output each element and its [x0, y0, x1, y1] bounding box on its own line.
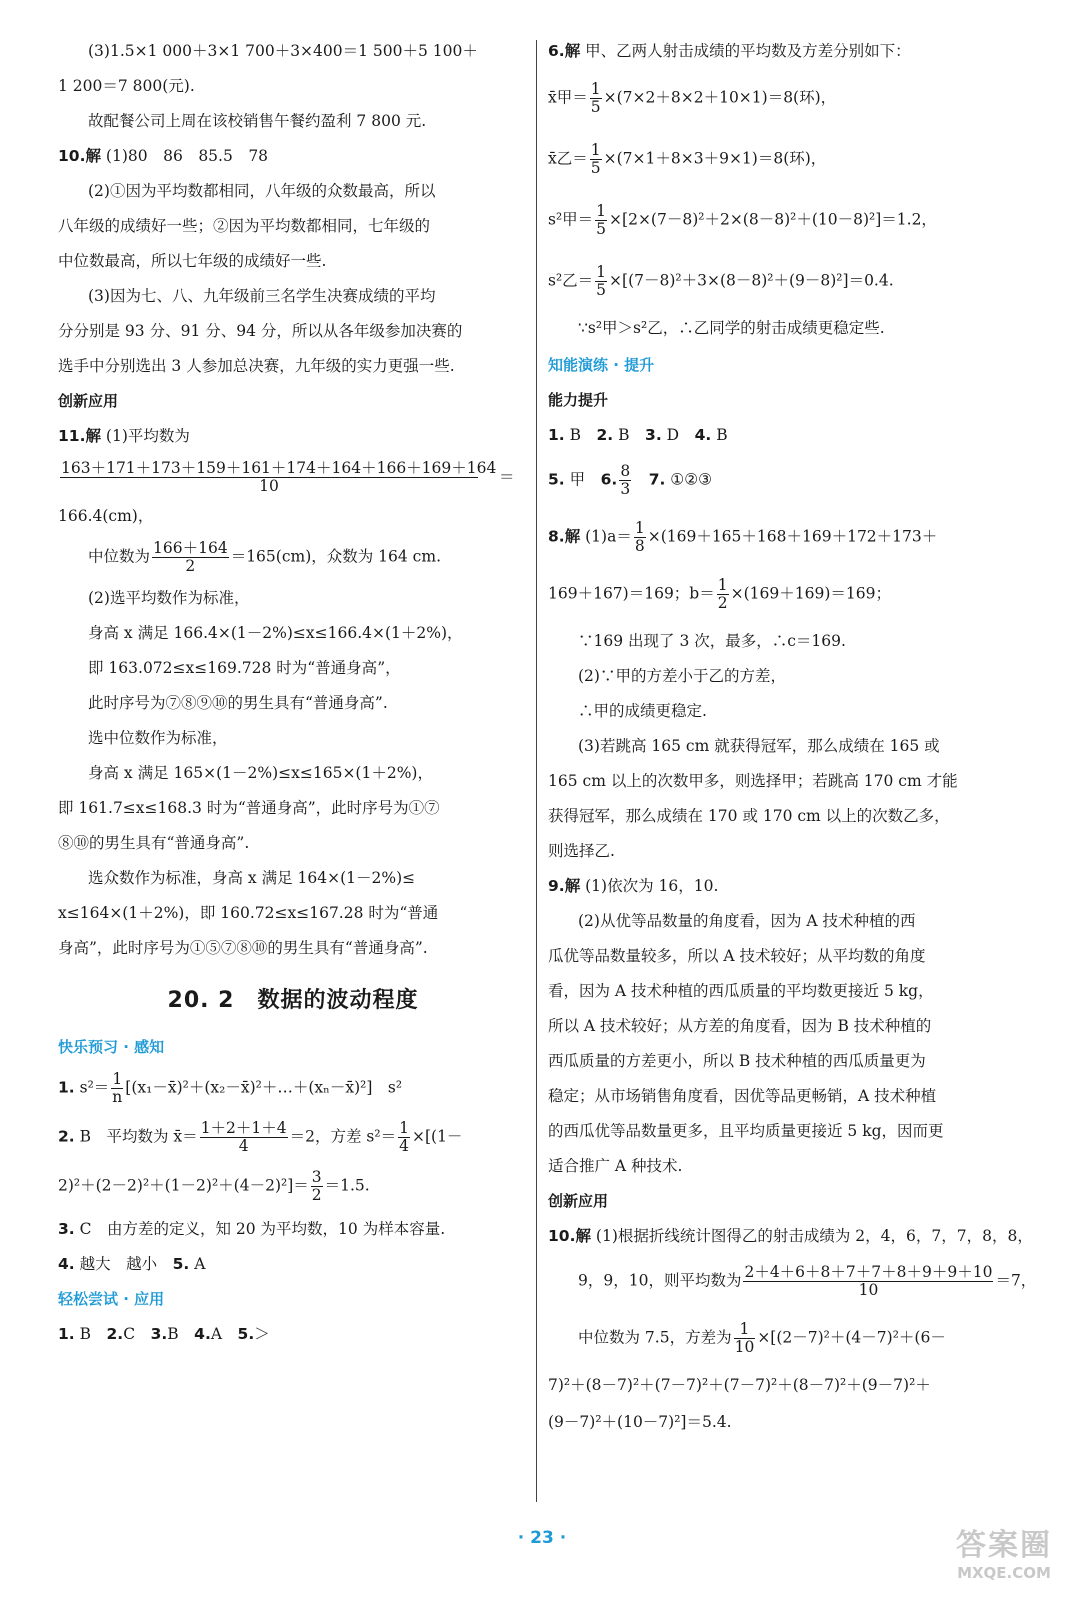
left-column [58, 36, 528, 1344]
numerator: 8 [620, 462, 631, 480]
try-answers [58, 1325, 528, 1344]
text-line: 西瓜质量的方差更小，所以 B 技术种植的西瓜质量更为 [548, 1052, 926, 1070]
denominator: 4 [399, 1137, 409, 1155]
text-span: ＝1.5. [324, 1176, 370, 1195]
numerator: 3 [311, 1168, 322, 1186]
answer: ＞ [254, 1325, 270, 1343]
ability-answers-1-4 [548, 426, 1026, 445]
text-line: (2)从优等品数量的角度看，因为 A 技术种植的西 [578, 912, 916, 930]
section-heading-innovation: 创新应用 [58, 392, 119, 410]
fraction [200, 1120, 288, 1155]
item-number: 2. [58, 1127, 75, 1146]
right-column [548, 36, 1037, 1432]
question-6 [548, 42, 1026, 61]
numerator: 163＋171＋173＋159＋161＋174＋164＋166＋169＋164 [61, 459, 497, 477]
text-span: ×[(7－8)²＋3×(8－8)²＋(9－8)²]＝0.4. [609, 271, 894, 290]
question-number: 11. [58, 427, 86, 445]
numerator: 1 [399, 1119, 409, 1137]
formula-line [548, 1321, 1026, 1356]
denominator: 3 [620, 480, 631, 498]
item-number: 1. [548, 426, 565, 444]
numerator: 1 [634, 519, 645, 537]
text-line: 166.4(cm)， [58, 507, 154, 525]
text-span: ＝7， [995, 1271, 1037, 1290]
text-span: C 由方差的定义，知 20 为平均数，10 为样本容量. [74, 1220, 446, 1238]
item-number: 1. [58, 1078, 75, 1097]
text-span: ＝2，方差 s²＝ [289, 1127, 397, 1146]
answer: A [210, 1325, 238, 1343]
formula-line [548, 81, 1026, 116]
jie-label: 解 [564, 42, 581, 60]
watermark-url: MXQE.COM [957, 1564, 1051, 1582]
formula-line [548, 577, 1026, 612]
text-span: s²乙＝ [548, 271, 594, 290]
denominator: 2 [311, 1186, 322, 1204]
text-span: x̄乙＝ [548, 149, 588, 168]
text-line: (2)选平均数作为标准， [88, 589, 250, 607]
text-line: 即 163.072≤x≤169.728 时为“普通身高”， [88, 659, 401, 677]
section-heading-try: 轻松尝试 · 应用 [58, 1290, 165, 1308]
text-line: 稳定；从市场销售角度看，因优等品更畅销，A 技术种植 [548, 1087, 937, 1105]
question-9 [548, 877, 1026, 896]
ability-answers-5-7 [548, 463, 1026, 498]
denominator: 8 [634, 537, 645, 555]
answer: 甲 [564, 470, 601, 489]
numerator: 166＋164 [153, 539, 228, 557]
text-line: 故配餐公司上周在该校销售午餐约盈利 7 800 元. [88, 112, 427, 130]
jie-label: 解 [564, 877, 581, 895]
denominator: 2 [717, 594, 728, 612]
denominator: 10 [734, 1338, 755, 1356]
section-heading-preview: 快乐预习 · 感知 [58, 1038, 165, 1056]
jie-label: 解 [85, 147, 101, 165]
text-span: 中位数为 [88, 547, 151, 566]
text-span: ×[(1－ [411, 1127, 463, 1146]
fraction [734, 1321, 756, 1356]
text-line: (3)1.5×1 000＋3×1 700＋3×400＝1 500＋5 100＋ [88, 42, 478, 60]
text-span: x̄甲＝ [548, 88, 588, 107]
text-line: 即 161.7≤x≤168.3 时为“普通身高”，此时序号为①⑦ [58, 799, 440, 817]
text-span: A [189, 1255, 206, 1273]
fraction [590, 142, 602, 177]
text-line: 所以 A 技术较好；从方差的角度看，因为 B 技术种植的 [548, 1017, 932, 1035]
text-span: (1)依次为 16，10. [580, 877, 719, 895]
text-span: 中位数为 7.5，方差为 [578, 1328, 732, 1347]
text-line: 的西瓜优等品数量更多，且平均质量更接近 5 kg，因而更 [548, 1122, 944, 1140]
denominator: 5 [590, 98, 601, 116]
fraction [398, 1120, 410, 1155]
fraction [111, 1071, 123, 1106]
denominator: 10 [858, 1281, 879, 1299]
numerator: 1＋2＋1＋4 [200, 1119, 287, 1137]
text-span: ×(7×1＋8×3＋9×1)＝8(环)， [603, 149, 827, 168]
watermark-logo [944, 1528, 1064, 1592]
denominator: n [112, 1088, 123, 1106]
text-line: 选手中分别选出 3 人参加总决赛，九年级的实力更强一些. [58, 357, 455, 375]
fraction [60, 459, 497, 495]
denominator: 5 [596, 281, 607, 299]
text-span: 169＋167)＝169；b＝ [548, 584, 715, 603]
text-span: ×(169＋165＋168＋169＋172＋173＋ [647, 527, 938, 546]
denominator: 5 [596, 220, 607, 238]
text-span: ＝165(cm)，众数为 164 cm. [230, 547, 441, 566]
text-span: ×[(2－7)²＋(4－7)²＋(6－ [757, 1328, 946, 1347]
text-span: s²甲＝ [548, 210, 594, 229]
text-line: 7)²＋(8－7)²＋(7－7)²＋(7－7)²＋(8－7)²＋(9－7)²＋ [548, 1376, 931, 1394]
column-divider [536, 40, 537, 1502]
text-span: B 平均数为 x̄＝ [74, 1127, 198, 1146]
formula-line [548, 264, 1026, 299]
section-heading-skill: 知能演练 · 提升 [548, 356, 655, 374]
text-line: 瓜优等品数量较多，所以 A 技术较好；从平均数的角度 [548, 947, 926, 965]
preview-item-4-5 [58, 1255, 528, 1274]
question-number: 6. [548, 42, 565, 60]
numerator: 1 [717, 576, 728, 594]
item-number: 4. [58, 1255, 75, 1273]
text-line: 165 cm 以上的次数甲多，则选择甲；若跳高 170 cm 才能 [548, 772, 958, 790]
item-number: 3. [150, 1325, 168, 1343]
numerator: 1 [112, 1070, 123, 1088]
text-line: (9－7)²＋(10－7)²]＝5.4. [548, 1413, 732, 1431]
text-line: 获得冠军，那么成绩在 170 或 170 cm 以上的次数乙多， [548, 807, 950, 825]
text-span: [(x₁－x̄)²＋(x₂－x̄)²＋…＋(xₙ－x̄)²] s² [125, 1078, 403, 1097]
page-number: · 23 · [517, 1528, 567, 1548]
text-line: ∵s²甲＞s²乙，∴乙同学的射击成绩更稳定些. [578, 319, 885, 337]
text-line: (2)∵甲的方差小于乙的方差， [578, 667, 786, 685]
numerator: 1 [596, 202, 607, 220]
text-line: 看，因为 A 技术种植的西瓜质量的平均数更接近 5 kg， [548, 982, 934, 1000]
question-number: 9. [548, 877, 565, 895]
text-line: ⑧⑩的男生具有“普通身高”. [58, 834, 250, 852]
equals-sign: ＝ [498, 467, 515, 486]
question-number: 10. [58, 147, 86, 165]
text-span: s²＝ [74, 1078, 110, 1097]
text-span: ×(7×2＋8×2＋10×1)＝8(环)， [603, 88, 837, 107]
text-span: 越大 越小 [74, 1255, 173, 1273]
fraction [595, 203, 607, 238]
item-number: 4. [694, 426, 712, 444]
item-number: 2. [106, 1325, 124, 1343]
watermark-text: 答案圈 [956, 1528, 1052, 1563]
item-number: 3. [58, 1220, 75, 1238]
text-line: 身高”，此时序号为①⑤⑦⑧⑩的男生具有“普通身高”. [58, 939, 428, 957]
text-span: 甲、乙两人射击成绩的平均数及方差分别如下： [580, 42, 911, 60]
text-span: ×[2×(7－8)²＋2×(8－8)²＋(10－8)²]＝1.2， [609, 210, 937, 229]
text-line: ∵169 出现了 3 次，最多，∴c＝169. [578, 632, 846, 650]
jie-label: 解 [575, 1227, 591, 1245]
text-span: (1)根据折线统计图得乙的射击成绩为 2，4，6，7，7，8，8， [590, 1227, 1033, 1245]
chapter-title: 20. 2 数据的波动程度 [167, 988, 419, 1013]
question-number: 8. [548, 527, 565, 546]
formula-line [548, 142, 1026, 177]
text-line: 中位数最高，所以七年级的成绩好一些. [58, 252, 327, 270]
item-number: 4. [194, 1325, 211, 1343]
text-line: 1 200＝7 800(元). [58, 77, 195, 95]
text-line: 八年级的成绩好一些；②因为平均数都相同，七年级的 [58, 217, 431, 235]
fraction [595, 264, 607, 299]
section-heading-innovation: 创新应用 [548, 1192, 609, 1210]
jie-label: 解 [564, 527, 581, 546]
question-11 [58, 427, 528, 446]
text-line: (3)若跳高 165 cm 就获得冠军，那么成绩在 165 或 [578, 737, 940, 755]
fraction [743, 1264, 993, 1299]
answer: D [661, 426, 695, 444]
text-line: 此时序号为⑦⑧⑨⑩的男生具有“普通身高”. [88, 694, 388, 712]
item-number: 5. [548, 470, 565, 489]
text-span: (1)a＝ [580, 527, 632, 546]
text-line: (2)①因为平均数都相同，八年级的众数最高，所以 [88, 182, 436, 200]
preview-item-3 [58, 1220, 528, 1239]
fraction [634, 520, 646, 555]
item-number: 6. [600, 470, 618, 489]
numerator: 1 [734, 1321, 756, 1339]
item-number: 3. [645, 426, 662, 444]
answer-text: (1)平均数为 [100, 427, 190, 445]
question-number: 10. [548, 1227, 576, 1245]
text-line: 身高 x 满足 166.4×(1－2%)≤x≤166.4×(1＋2%)， [88, 624, 463, 642]
section-heading-ability: 能力提升 [548, 391, 609, 409]
answer: B [74, 1325, 107, 1343]
text-line: (3)因为七、八、九年级前三名学生决赛成绩的平均 [88, 287, 436, 305]
text-line: 身高 x 满足 165×(1－2%)≤x≤165×(1＋2%)， [88, 764, 433, 782]
fraction [619, 463, 631, 498]
median-line [58, 540, 528, 575]
question-8 [548, 520, 1026, 555]
item-number: 2. [596, 426, 614, 444]
text-line: 则选择乙. [548, 842, 615, 860]
answer-text: (1)80 86 85.5 78 [100, 147, 269, 165]
text-span: 2)²＋(2－2)²＋(1－2)²＋(4－2)²]＝ [58, 1176, 309, 1195]
question-10 [58, 147, 528, 166]
jie-label: 解 [85, 427, 101, 445]
numerator: 1 [590, 80, 601, 98]
fraction [717, 577, 729, 612]
numerator: 1 [590, 141, 601, 159]
item-number: 1. [58, 1325, 75, 1343]
answer: C [123, 1325, 151, 1343]
text-line: 选中位数作为标准， [88, 729, 228, 747]
preview-item-2 [58, 1120, 528, 1155]
answer: B [564, 426, 597, 444]
text-line: ∴甲的成绩更稳定. [578, 702, 707, 720]
text-line: 适合推广 A 种技术. [548, 1157, 683, 1175]
denominator: 2 [185, 557, 196, 575]
denominator: 4 [238, 1137, 249, 1155]
answer: B [613, 426, 646, 444]
numerator: 1 [596, 263, 607, 281]
question-10 [548, 1227, 1033, 1246]
text-span: ×(169＋169)＝169； [730, 584, 891, 603]
fraction [590, 81, 602, 116]
answer: B [167, 1325, 195, 1343]
mean-formula [58, 460, 528, 495]
item-number: 5. [237, 1325, 255, 1343]
text-span: 9，9，10，则平均数为 [578, 1271, 742, 1290]
fraction [311, 1169, 323, 1204]
fraction [152, 540, 229, 575]
answer: ①②③ [665, 470, 712, 489]
denominator: 10 [259, 477, 279, 495]
denominator: 5 [590, 159, 601, 177]
formula-line [548, 203, 1026, 238]
answer: B [711, 426, 728, 444]
formula-line [548, 1263, 1037, 1299]
text-line: 分分别是 93 分、91 分、94 分，所以从各年级参加决赛的 [58, 322, 463, 340]
preview-item-1 [58, 1071, 528, 1106]
item-number: 5. [172, 1255, 190, 1273]
item-number: 7. [633, 470, 666, 489]
preview-item-2-cont [58, 1169, 528, 1204]
text-line: 选众数作为标准，身高 x 满足 164×(1－2%)≤ [88, 869, 416, 887]
text-line: x≤164×(1＋2%)，即 160.72≤x≤167.28 时为“普通 [58, 904, 439, 922]
numerator: 2＋4＋6＋8＋7＋7＋8＋9＋9＋10 [744, 1263, 993, 1281]
